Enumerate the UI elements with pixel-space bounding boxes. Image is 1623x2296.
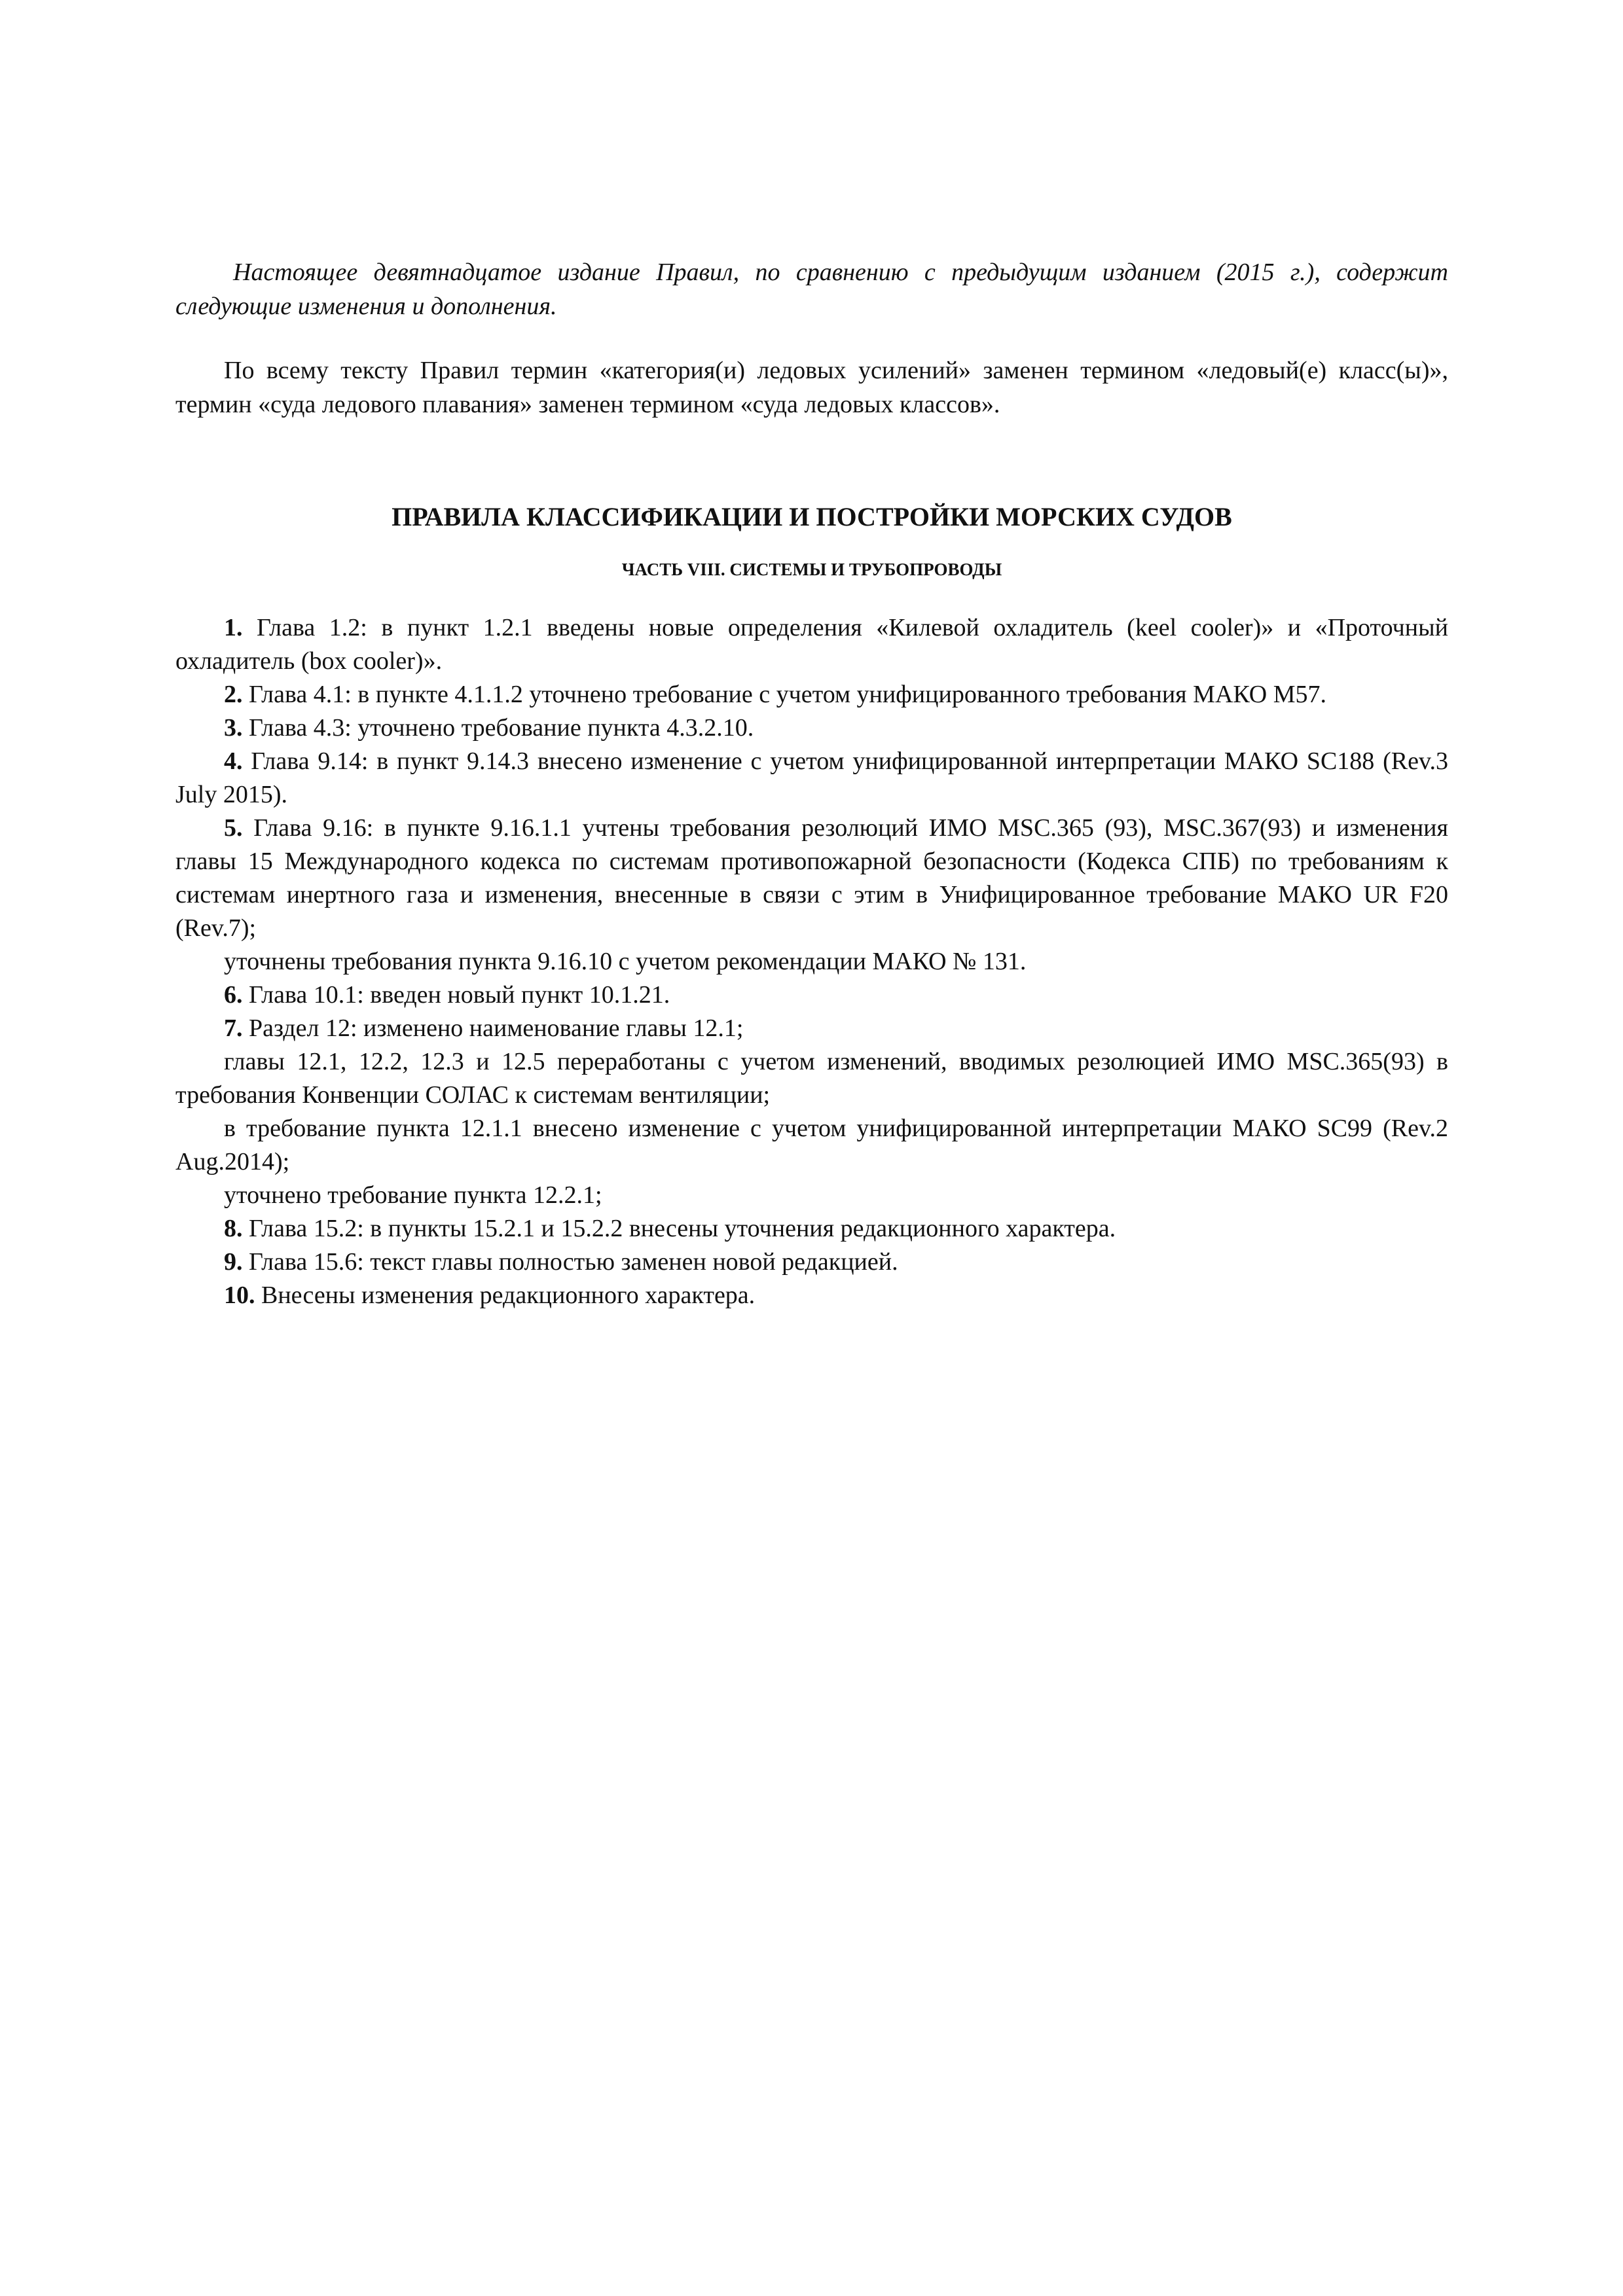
- change-item: [175, 812, 1448, 945]
- change-item: [175, 678, 1448, 711]
- change-item-text: Глава 15.6: текст главы полностью заменен новой редакцией.: [242, 1248, 898, 1276]
- rules-title: ПРАВИЛА КЛАССИФИКАЦИИ И ПОСТРОЙКИ МОРСКИХ СУДОВ: [392, 502, 1232, 531]
- change-item-text: уточнено требование пункта 12.2.1;: [224, 1181, 602, 1209]
- change-item: [175, 745, 1448, 812]
- general-note-paragraph: По всему тексту Правил термин «категория(и) ледовых усилений» заменен термином «ледовый(е) класс(ы)», термин «суда ледового плавания» заменен термином «суда ледовых классов».: [175, 357, 1448, 418]
- change-item-number: 2.: [224, 681, 243, 708]
- change-item-text: уточнены требования пункта 9.16.10 с учетом рекомендации МАКО № 131.: [224, 948, 1027, 975]
- change-item: [175, 1179, 1448, 1212]
- document-page: [175, 255, 1448, 1312]
- change-item-text: Внесены изменения редакционного характера.: [255, 1282, 756, 1309]
- change-item: [175, 711, 1448, 745]
- change-item-number: 8.: [224, 1215, 243, 1242]
- change-item: [175, 1279, 1448, 1312]
- change-item-text: Глава 15.2: в пункты 15.2.1 и 15.2.2 внесены уточнения редакционного характера.: [242, 1215, 1116, 1242]
- change-item-text: Глава 10.1: введен новый пункт 10.1.21.: [242, 981, 670, 1009]
- change-item: [175, 1246, 1448, 1279]
- part-title: ЧАСТЬ VIII. СИСТЕМЫ И ТРУБОПРОВОДЫ: [621, 560, 1002, 579]
- change-item-number: 3.: [224, 714, 243, 742]
- change-item-number: 7.: [224, 1014, 243, 1042]
- changes-list: [175, 611, 1448, 1312]
- change-item-number: 1.: [224, 614, 243, 641]
- intro-paragraph: Настоящее девятнадцатое издание Правил, по сравнению с предыдущим изданием (2015 г.), содержит следующие изменения и дополнения.: [175, 259, 1448, 320]
- change-item-text: Глава 9.14: в пункт 9.14.3 внесено изменение с учетом унифицированной интерпретации МАКО SC188 (Rev.3 July 2015).: [175, 747, 1448, 808]
- change-item-text: Глава 1.2: в пункт 1.2.1 введены новые определения «Килевой охладитель (keel cooler)» и «Проточный охладитель (box cooler)».: [175, 614, 1448, 675]
- change-item: [175, 1045, 1448, 1112]
- change-item-text: Глава 4.1: в пункте 4.1.1.2 уточнено требование с учетом унифицированного требования МАКО М57.: [242, 681, 1327, 708]
- change-item-text: главы 12.1, 12.2, 12.3 и 12.5 переработаны с учетом изменений, вводимых резолюцией ИМО MSC.365(93) в требования Конвенции СОЛАС к системам вентиляции;: [175, 1048, 1448, 1109]
- change-item-text: Глава 9.16: в пункте 9.16.1.1 учтены требования резолюций ИМО MSC.365 (93), MSC.367(93) и изменения главы 15 Международного кодекса по системам противопожарной безопасности (Кодекса СПБ) по требованиям к системам инертного газа и изменения, внесенные в связи с этим в Унифицированное требование МАКО UR F20 (Rev.7);: [175, 814, 1448, 942]
- change-item-text: Раздел 12: изменено наименование главы 12.1;: [242, 1014, 744, 1042]
- change-item-number: 10.: [224, 1282, 255, 1309]
- change-item: [175, 1112, 1448, 1179]
- change-item-number: 4.: [224, 747, 243, 775]
- change-item-text: в требование пункта 12.1.1 внесено изменение с учетом унифицированной интерпретации МАКО SC99 (Rev.2 Aug.2014);: [175, 1115, 1448, 1175]
- change-item: [175, 945, 1448, 978]
- change-item-text: Глава 4.3: уточнено требование пункта 4.3.2.10.: [242, 714, 754, 742]
- change-item: [175, 611, 1448, 678]
- change-item: [175, 978, 1448, 1012]
- change-item-number: 9.: [224, 1248, 243, 1276]
- change-item-number: 6.: [224, 981, 243, 1009]
- change-item: [175, 1212, 1448, 1246]
- change-item: [175, 1012, 1448, 1045]
- change-item-number: 5.: [224, 814, 243, 842]
